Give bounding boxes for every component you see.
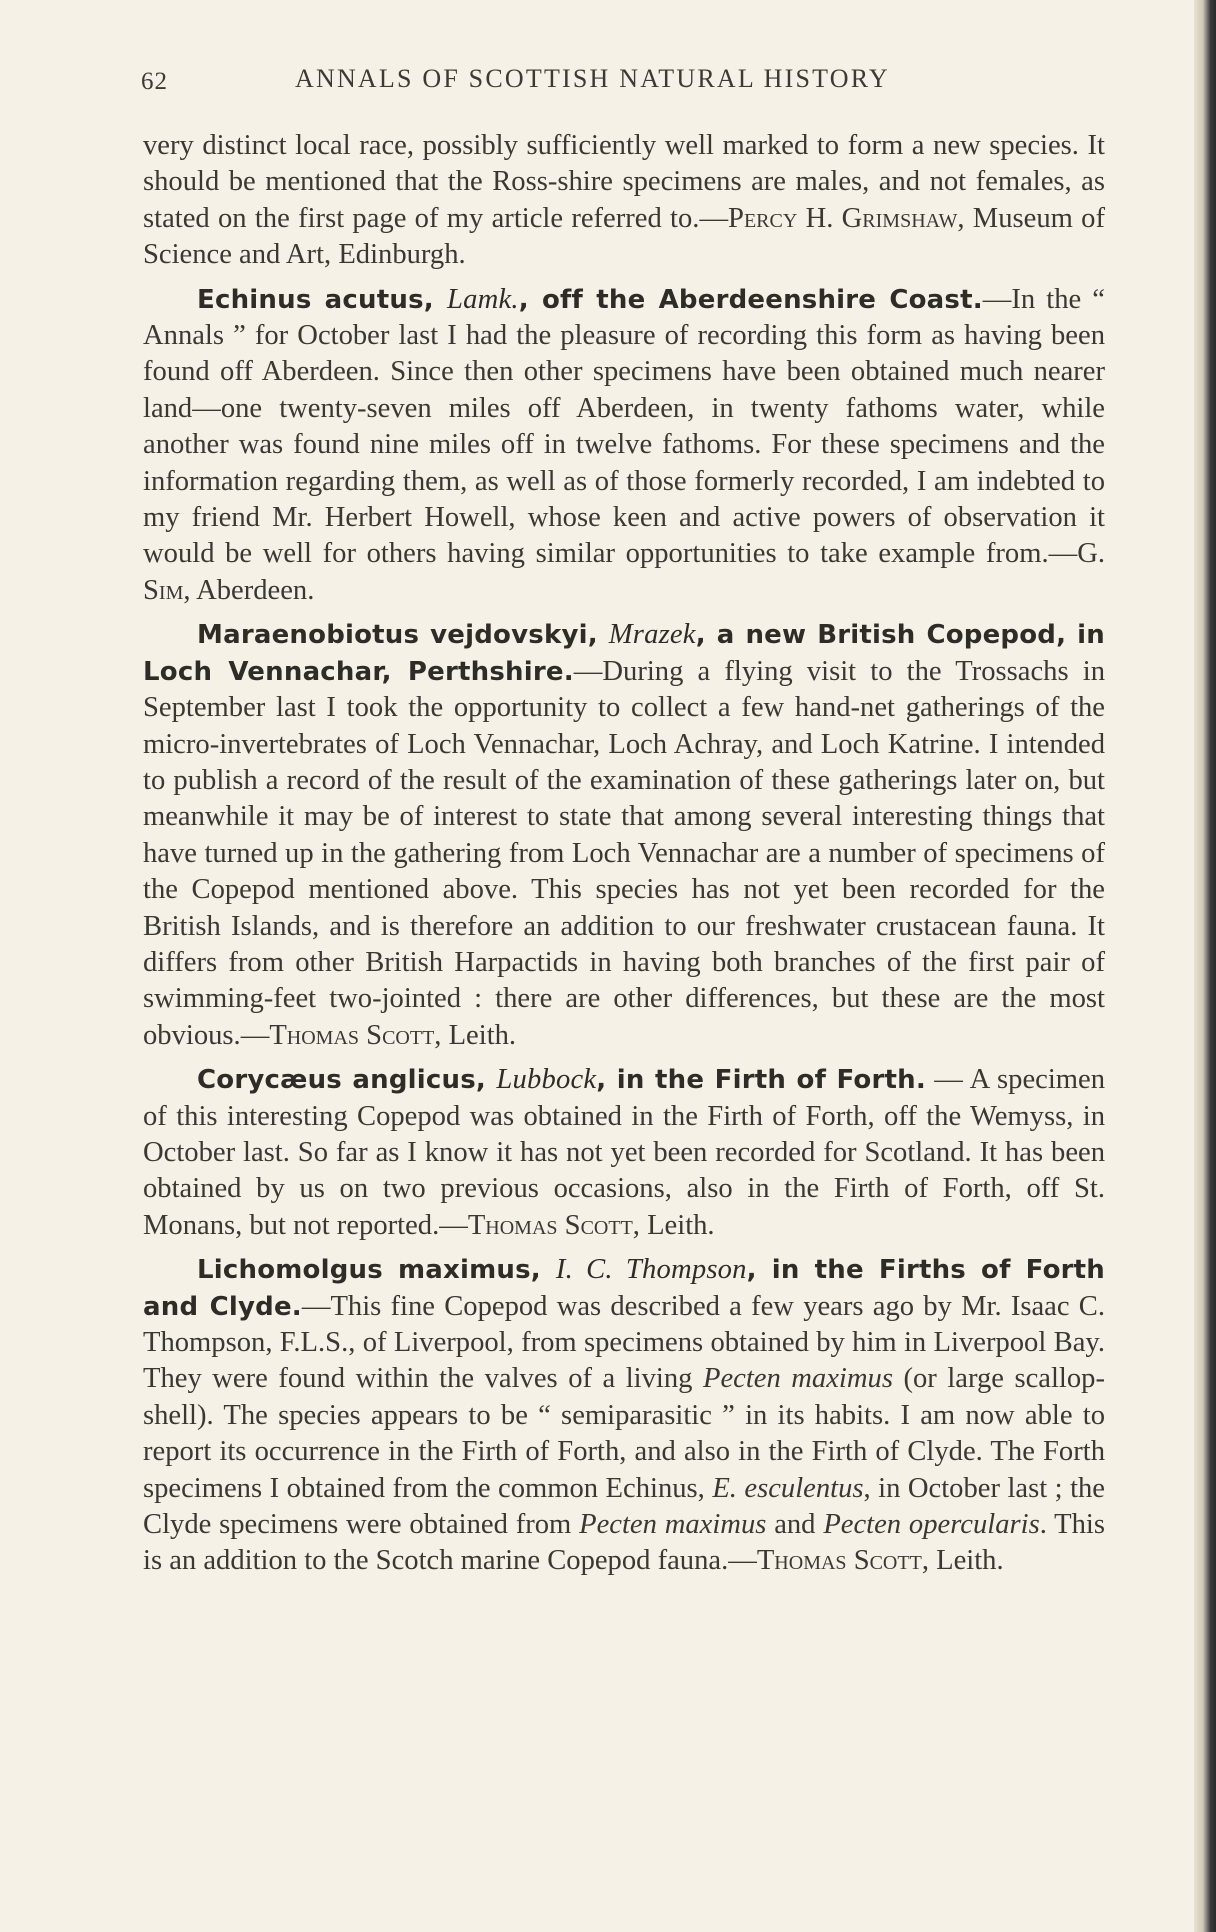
species-name: Maraenobiotus vejdovskyi, [197,620,609,651]
author-location: , Leith. [921,1545,1004,1577]
species-italic: E. esculentus [712,1472,864,1504]
book-page-edge [1194,0,1216,1932]
paragraph-lichomolgus [143,1252,1105,1580]
paragraph-text: and [766,1509,824,1541]
species-heading [197,285,983,315]
author-name: Percy H. Grimshaw [728,202,958,234]
author-location: , Museum of Science and Art, Edinburgh. [143,202,1105,271]
paragraph-text: —This fine Copepod was described a few years ago by Mr. Isaac C. Thompson, F.L.S., of Liverpool, from specimens obtained by him in Liverpool Bay. They were found within the valves of a living [143,1290,1106,1395]
species-name: Echinus acutus, [197,284,448,315]
running-head: ANNALS OF SCOTTISH NATURAL HISTORY [295,64,890,93]
paragraph-text: —In the “ Annals ” for October last I had the pleasure of recording this form as having been found off Aberdeen. Since then other specimens have been obtained much nearer land—one twenty-seven miles off Aberdeen, in twenty fathoms water, while another was found nine miles off in twelve fathoms. For these specimens and the information regarding them, as well as of those formerly recorded, I am indebted to my friend Mr. Herbert Howell, whose keen and active powers of observation it would be well for others having similar opportunities to take example from.— [143,283,1105,570]
heading-rest: , in the Firths of Forth and Clyde. [143,1255,1105,1322]
species-name: Corycæus anglicus, [197,1065,497,1096]
paragraph-text: —During a flying visit to the Trossachs in September last I took the opportunity to collect a few hand-net gatherings of the micro-invertebrates of Loch Vennachar, Loch Achray, and Loch Katrine. I intended to publish a record of the result of the examination of these gatherings later on, but meanwhile it may be of interest to state that among several interesting things that have turned up in the gathering from Loch Vennachar are a number of specimens of the Copepod mentioned above. This species has not yet been recorded for the British Islands, and is therefore an addition to our freshwater crustacean fauna. It differs from other British Harpactids in having both branches of the first pair of swimming-feet two-jointed : there are other differences, but these are the most obvious.— [143,655,1105,1051]
author-name: Thomas Scott [467,1209,633,1241]
species-authority: Mrazek [608,619,696,651]
species-italic: Pecten opercularis [823,1509,1040,1541]
species-authority: I. C. Thompson [555,1254,747,1286]
paragraph-text: , in October last ; the Clyde specimens were obtained from [143,1472,1106,1541]
paragraph-text: — A specimen of this interesting Copepod was obtained in the Firth of Forth, off the Wemyss, in October last. So far as I know it has not yet been recorded for Scotland. It has been obtained by us on two previous occasions, also in the Firth of Forth, off St. Monans, but not reported.— [143,1064,1105,1241]
paragraph-text: very distinct local race, possibly sufficiently well marked to form a new species. It should be mentioned that the Ross-shire specimens are males, and not females, as stated on the first page of my article referred to.— [143,130,1105,234]
article-body [143,128,1105,1588]
heading-rest: , a new British Copepod, in Loch Vennachar, Perthshire. [143,620,1105,687]
paragraph-corycaeus [143,1062,1105,1244]
page-header [141,60,1099,100]
author-location: , Leith. [632,1209,715,1241]
author-name: Thomas Scott [756,1545,922,1577]
page-number: 62 [141,68,168,95]
paragraph-text: (or large scallop-shell). The species appears to be “ semiparasitic ” in its habits. I am now able to report its occurrence in the Firth of Forth, and also in the Firth of Clyde. The Forth specimens I obtained from the common Echinus, [143,1363,1105,1504]
author-location: , Leith. [434,1019,517,1051]
species-authority: Lubbock [496,1064,597,1096]
paragraph-text: . This is an addition to the Scotch marine Copepod fauna.— [143,1509,1105,1577]
paragraph-echinus-acutus [143,282,1105,610]
species-name: Lichomolgus maximus, [197,1255,556,1286]
author-name: Thomas Scott [269,1019,435,1051]
author-name: G. Sim [143,538,1105,606]
species-heading [197,1065,926,1095]
heading-rest: , in the Firth of Forth. [596,1065,926,1096]
paragraph-grimshaw-note [143,128,1105,274]
species-authority: Lamk. [447,283,519,315]
author-location: , Aberdeen. [183,574,315,606]
species-italic: Pecten maximus [702,1363,893,1395]
paragraph-maraenobiotus [143,617,1105,1054]
heading-rest: , off the Aberdeenshire Coast. [518,284,983,315]
species-italic: Pecten maximus [579,1509,767,1541]
